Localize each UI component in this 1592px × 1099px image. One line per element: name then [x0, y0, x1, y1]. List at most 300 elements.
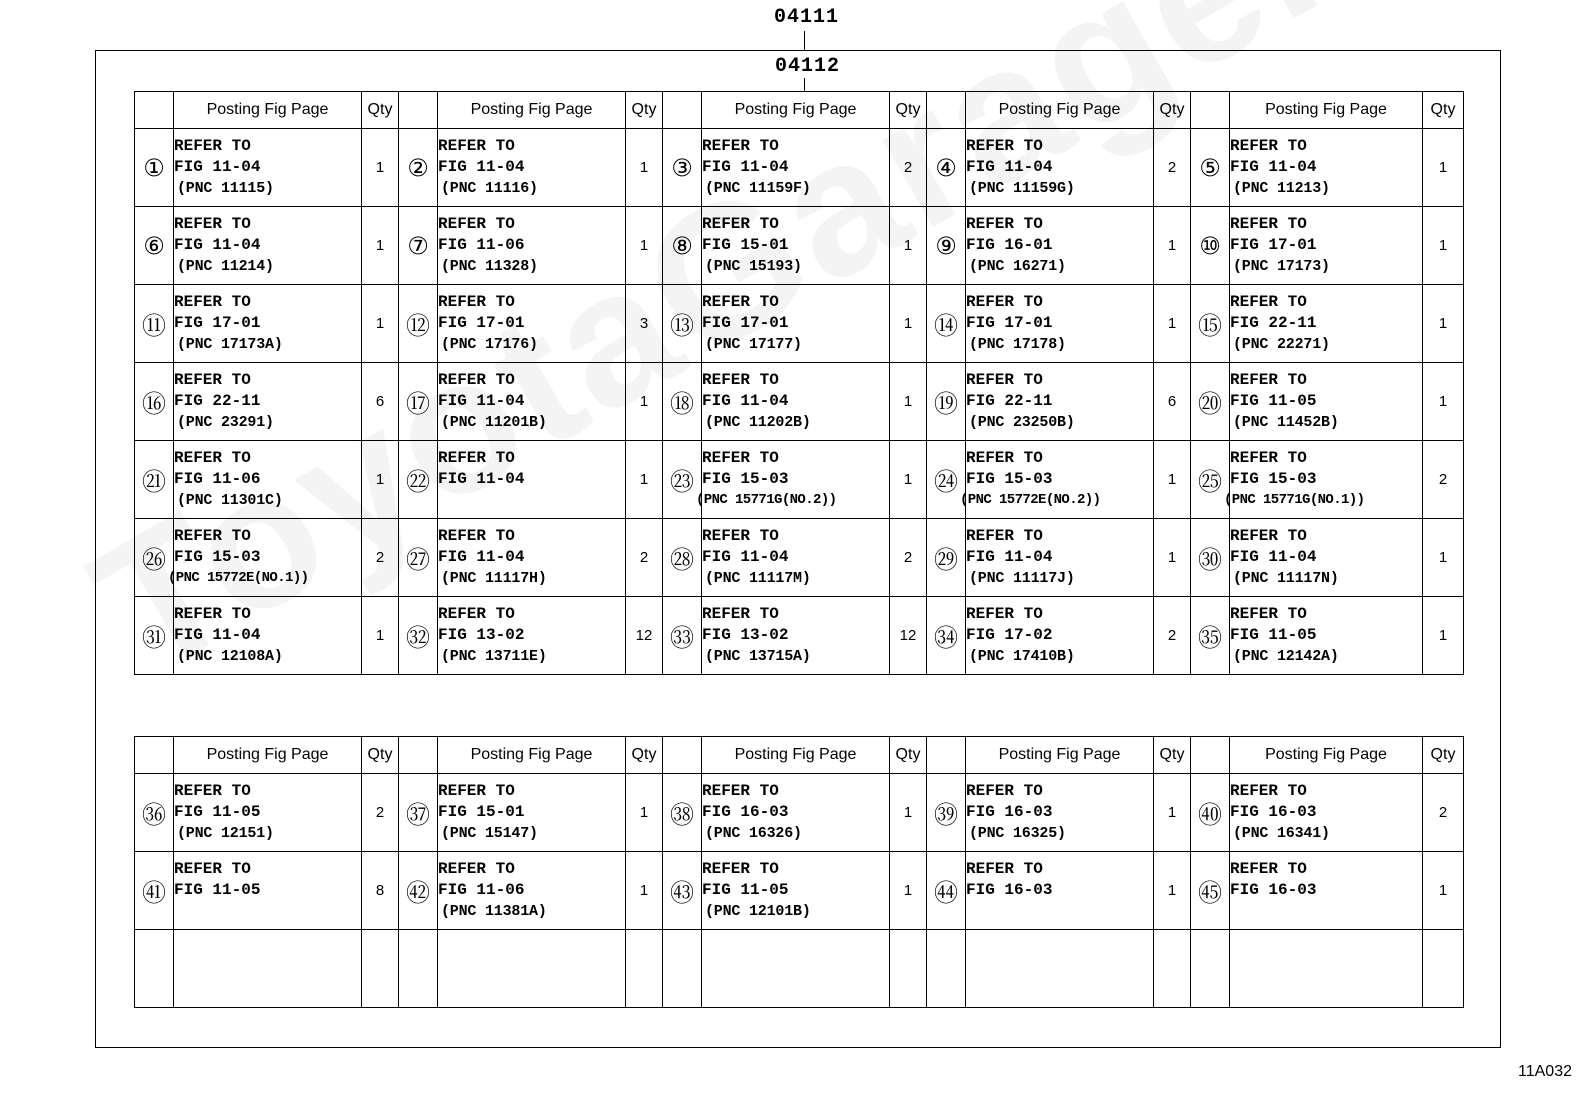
quantity [890, 930, 927, 1008]
fig-reference: FIG 11-05 [1230, 392, 1317, 410]
reference-cell [438, 285, 626, 363]
refer-to-text: REFER TO [438, 527, 515, 545]
item-number: ⑲ [927, 363, 966, 441]
pnc-reference: (PNC 11202B) [705, 414, 811, 431]
refer-to-text: REFER TO [174, 137, 251, 155]
refer-to-text: REFER TO [702, 449, 779, 467]
reference-cell [174, 597, 362, 675]
refer-to-text: REFER TO [174, 605, 251, 623]
pnc-reference: (PNC 11116) [441, 180, 538, 197]
fig-reference: FIG 11-04 [966, 158, 1053, 176]
quantity: 2 [890, 519, 927, 597]
reference-table-2 [134, 736, 1464, 1008]
header-fig-page: Posting Fig Page [1230, 92, 1423, 129]
pnc-reference: (PNC 16271) [969, 258, 1066, 275]
refer-to-text: REFER TO [1230, 605, 1307, 623]
reference-cell [1230, 774, 1423, 852]
quantity: 2 [362, 519, 399, 597]
quantity: 2 [1154, 129, 1191, 207]
refer-to-text: REFER TO [966, 293, 1043, 311]
fig-reference [702, 958, 889, 979]
header-fig-page: Posting Fig Page [1230, 737, 1423, 774]
fig-reference: FIG 11-04 [702, 548, 789, 566]
reference-cell [174, 207, 362, 285]
header-qty: Qty [1154, 737, 1191, 774]
item-number: ④ [927, 129, 966, 207]
item-number [399, 930, 438, 1008]
item-number: ⑩ [1191, 207, 1230, 285]
header-qty: Qty [626, 737, 663, 774]
fig-reference: FIG 11-04 [702, 158, 789, 176]
item-number: ㊷ [399, 852, 438, 930]
reference-cell [696, 441, 890, 519]
pnc-reference: (PNC 11117N) [1233, 570, 1339, 587]
header-index-cell [399, 92, 438, 129]
fig-reference: FIG 15-03 [702, 470, 789, 488]
reference-cell [1230, 129, 1423, 207]
fig-reference: FIG 17-01 [174, 314, 261, 332]
refer-to-text: REFER TO [966, 860, 1043, 878]
reference-cell [438, 207, 626, 285]
table-row [135, 441, 1464, 519]
header-fig-page: Posting Fig Page [966, 92, 1154, 129]
quantity: 1 [626, 129, 663, 207]
quantity [1423, 930, 1464, 1008]
refer-to-text: REFER TO [702, 293, 779, 311]
reference-cell [1230, 363, 1423, 441]
quantity: 1 [626, 852, 663, 930]
pnc-reference: (PNC 11117M) [705, 570, 811, 587]
pnc-reference: (PNC 11159G) [969, 180, 1075, 197]
refer-to-text: REFER TO [438, 605, 515, 623]
refer-to-text: REFER TO [174, 527, 251, 545]
fig-reference: FIG 13-02 [702, 626, 789, 644]
reference-cell [174, 363, 362, 441]
header-index-cell [399, 737, 438, 774]
fig-reference: FIG 11-04 [174, 236, 261, 254]
refer-to-text: REFER TO [174, 449, 251, 467]
sub-assembly-code: 04112 [775, 55, 841, 78]
fig-reference: FIG 11-04 [438, 158, 525, 176]
item-number: ① [135, 129, 174, 207]
quantity: 1 [362, 129, 399, 207]
item-number: ㊵ [1191, 774, 1230, 852]
pnc-reference [702, 979, 889, 1000]
reference-cell [966, 129, 1154, 207]
item-number: ㉕ [1191, 441, 1230, 519]
item-number: ㉞ [927, 597, 966, 675]
reference-cell [174, 285, 362, 363]
pnc-reference: (PNC 16326) [705, 825, 802, 842]
quantity: 1 [890, 207, 927, 285]
pnc-reference: (PNC 11201B) [441, 414, 547, 431]
reference-cell [966, 285, 1154, 363]
reference-cell [438, 441, 626, 519]
quantity: 2 [1423, 441, 1464, 519]
header-qty: Qty [890, 92, 927, 129]
fig-reference: FIG 16-03 [702, 803, 789, 821]
reference-cell [966, 207, 1154, 285]
item-number: ⑫ [399, 285, 438, 363]
figure-code: 11A032 [1518, 1063, 1572, 1080]
header-qty: Qty [626, 92, 663, 129]
item-number: ⑭ [927, 285, 966, 363]
pnc-reference [966, 901, 1153, 922]
refer-to-text: REFER TO [438, 782, 515, 800]
item-number: ㊲ [399, 774, 438, 852]
item-number: ③ [663, 129, 702, 207]
header-index-cell [135, 737, 174, 774]
table-row [135, 129, 1464, 207]
header-fig-page: Posting Fig Page [174, 737, 362, 774]
header-fig-page: Posting Fig Page [438, 737, 626, 774]
reference-cell [438, 363, 626, 441]
reference-cell [702, 930, 890, 1008]
reference-cell [1230, 930, 1423, 1008]
item-number: ⑪ [135, 285, 174, 363]
refer-to-text: REFER TO [1230, 371, 1307, 389]
item-number: ㉜ [399, 597, 438, 675]
pnc-reference: (PNC 17176) [441, 336, 538, 353]
refer-to-text [174, 937, 361, 958]
refer-to-text: REFER TO [438, 293, 515, 311]
pnc-reference: (PNC 12142A) [1233, 648, 1339, 665]
item-number: ㊹ [927, 852, 966, 930]
header-qty: Qty [362, 737, 399, 774]
refer-to-text: REFER TO [438, 371, 515, 389]
reference-cell [174, 930, 362, 1008]
pnc-reference: (PNC 17177) [705, 336, 802, 353]
assembly-leader [804, 31, 805, 50]
reference-cell [174, 852, 362, 930]
item-number: ㊱ [135, 774, 174, 852]
refer-to-text: REFER TO [702, 782, 779, 800]
item-number: ㉛ [135, 597, 174, 675]
pnc-reference: (PNC 15771G(NO.1)) [1224, 492, 1365, 508]
table-row [135, 363, 1464, 441]
pnc-reference: (PNC 17173) [1233, 258, 1330, 275]
refer-to-text: REFER TO [702, 860, 779, 878]
table-row [135, 774, 1464, 852]
reference-cell [438, 519, 626, 597]
pnc-reference: (PNC 17173A) [177, 336, 283, 353]
pnc-reference [438, 979, 625, 1000]
quantity: 1 [626, 441, 663, 519]
reference-cell [702, 597, 890, 675]
reference-cell [966, 930, 1154, 1008]
fig-reference [438, 958, 625, 979]
quantity: 1 [1423, 852, 1464, 930]
item-number: ㉝ [663, 597, 702, 675]
fig-reference: FIG 11-06 [438, 881, 525, 899]
fig-reference: FIG 17-01 [702, 314, 789, 332]
fig-reference: FIG 11-04 [1230, 548, 1317, 566]
item-number: ㊳ [663, 774, 702, 852]
header-qty: Qty [362, 92, 399, 129]
quantity [626, 930, 663, 1008]
fig-reference: FIG 15-03 [1230, 470, 1317, 488]
refer-to-text: REFER TO [702, 605, 779, 623]
item-number: ⑰ [399, 363, 438, 441]
header-row [135, 737, 1464, 774]
pnc-reference: (PNC 15772E(NO.2)) [960, 492, 1101, 508]
refer-to-text: REFER TO [702, 371, 779, 389]
quantity: 1 [1154, 441, 1191, 519]
refer-to-text: REFER TO [702, 215, 779, 233]
reference-cell [702, 285, 890, 363]
fig-reference [966, 958, 1153, 979]
refer-to-text: REFER TO [966, 371, 1043, 389]
reference-cell [702, 129, 890, 207]
fig-reference: FIG 16-03 [966, 881, 1053, 899]
reference-cell [966, 852, 1154, 930]
quantity: 12 [626, 597, 663, 675]
header-qty: Qty [1423, 92, 1464, 129]
item-number: ㉚ [1191, 519, 1230, 597]
item-number [1191, 930, 1230, 1008]
header-fig-page: Posting Fig Page [702, 92, 890, 129]
fig-reference: FIG 11-04 [438, 470, 525, 488]
quantity [362, 930, 399, 1008]
table-row [135, 285, 1464, 363]
fig-reference: FIG 13-02 [438, 626, 525, 644]
quantity: 2 [626, 519, 663, 597]
quantity: 1 [890, 363, 927, 441]
refer-to-text: REFER TO [1230, 449, 1307, 467]
pnc-reference [174, 901, 361, 922]
pnc-reference: (PNC 23291) [177, 414, 274, 431]
item-number: ㉘ [663, 519, 702, 597]
reference-cell [702, 519, 890, 597]
table-row [135, 930, 1464, 1008]
sub-assembly-leader [804, 78, 805, 92]
header-index-cell [927, 92, 966, 129]
fig-reference: FIG 22-11 [174, 392, 261, 410]
fig-reference: FIG 11-05 [174, 881, 261, 899]
refer-to-text [438, 937, 625, 958]
fig-reference: FIG 17-01 [438, 314, 525, 332]
quantity: 6 [362, 363, 399, 441]
fig-reference: FIG 11-05 [702, 881, 789, 899]
quantity: 1 [1154, 774, 1191, 852]
pnc-reference: (PNC 16325) [969, 825, 1066, 842]
item-number: ㊴ [927, 774, 966, 852]
item-number: ⑮ [1191, 285, 1230, 363]
refer-to-text: REFER TO [966, 605, 1043, 623]
refer-to-text: REFER TO [966, 782, 1043, 800]
pnc-reference: (PNC 15772E(NO.1)) [168, 570, 309, 586]
reference-cell [168, 519, 362, 597]
refer-to-text: REFER TO [438, 215, 515, 233]
quantity: 1 [890, 852, 927, 930]
reference-cell [966, 363, 1154, 441]
header-index-cell [1191, 92, 1230, 129]
quantity: 6 [1154, 363, 1191, 441]
reference-cell [702, 774, 890, 852]
quantity: 1 [890, 774, 927, 852]
pnc-reference: (PNC 12151) [177, 825, 274, 842]
item-number: ㉗ [399, 519, 438, 597]
fig-reference [174, 958, 361, 979]
reference-cell [1230, 207, 1423, 285]
header-index-cell [135, 92, 174, 129]
item-number: ㊶ [135, 852, 174, 930]
quantity: 8 [362, 852, 399, 930]
quantity: 1 [1154, 285, 1191, 363]
refer-to-text: REFER TO [174, 782, 251, 800]
item-number: ② [399, 129, 438, 207]
refer-to-text: REFER TO [1230, 782, 1307, 800]
quantity: 1 [362, 285, 399, 363]
table-row [135, 597, 1464, 675]
pnc-reference [1230, 979, 1422, 1000]
header-index-cell [663, 737, 702, 774]
pnc-reference: (PNC 11213) [1233, 180, 1330, 197]
refer-to-text: REFER TO [966, 137, 1043, 155]
fig-reference: FIG 16-01 [966, 236, 1053, 254]
pnc-reference: (PNC 15147) [441, 825, 538, 842]
table-row [135, 852, 1464, 930]
item-number: ㉒ [399, 441, 438, 519]
reference-cell [1230, 852, 1423, 930]
item-number: ㉙ [927, 519, 966, 597]
pnc-reference: (PNC 11381A) [441, 903, 547, 920]
quantity: 2 [890, 129, 927, 207]
refer-to-text: REFER TO [966, 527, 1043, 545]
refer-to-text: REFER TO [1230, 293, 1307, 311]
refer-to-text: REFER TO [1230, 137, 1307, 155]
quantity: 1 [626, 774, 663, 852]
refer-to-text [702, 937, 889, 958]
refer-to-text: REFER TO [1230, 215, 1307, 233]
item-number: ㉟ [1191, 597, 1230, 675]
header-index-cell [1191, 737, 1230, 774]
quantity: 1 [1423, 285, 1464, 363]
reference-cell [966, 774, 1154, 852]
reference-cell [960, 441, 1154, 519]
header-fig-page: Posting Fig Page [438, 92, 626, 129]
pnc-reference: (PNC 23250B) [969, 414, 1075, 431]
refer-to-text: REFER TO [1230, 527, 1307, 545]
fig-reference: FIG 16-03 [1230, 881, 1317, 899]
fig-reference: FIG 11-04 [966, 548, 1053, 566]
refer-to-text: REFER TO [438, 860, 515, 878]
quantity: 1 [1423, 597, 1464, 675]
reference-cell [1230, 519, 1423, 597]
header-fig-page: Posting Fig Page [702, 737, 890, 774]
header-qty: Qty [1154, 92, 1191, 129]
refer-to-text: REFER TO [702, 137, 779, 155]
pnc-reference: (PNC 17178) [969, 336, 1066, 353]
refer-to-text: REFER TO [174, 860, 251, 878]
quantity: 1 [362, 597, 399, 675]
fig-reference: FIG 17-01 [966, 314, 1053, 332]
fig-reference: FIG 15-01 [702, 236, 789, 254]
header-qty: Qty [890, 737, 927, 774]
reference-cell [702, 207, 890, 285]
fig-reference: FIG 17-01 [1230, 236, 1317, 254]
reference-cell [174, 441, 362, 519]
fig-reference: FIG 15-01 [438, 803, 525, 821]
item-number: ㉖ [135, 519, 174, 597]
fig-reference: FIG 15-03 [966, 470, 1053, 488]
pnc-reference: (PNC 11159F) [705, 180, 811, 197]
quantity: 1 [1154, 207, 1191, 285]
quantity [1154, 930, 1191, 1008]
pnc-reference: (PNC 22271) [1233, 336, 1330, 353]
pnc-reference: (PNC 11301C) [177, 492, 283, 509]
header-qty: Qty [1423, 737, 1464, 774]
pnc-reference [174, 979, 361, 1000]
pnc-reference: (PNC 11328) [441, 258, 538, 275]
refer-to-text: REFER TO [174, 371, 251, 389]
item-number: ⑳ [1191, 363, 1230, 441]
refer-to-text: REFER TO [438, 137, 515, 155]
pnc-reference: (PNC 11115) [177, 180, 274, 197]
refer-to-text: REFER TO [966, 215, 1043, 233]
reference-cell [438, 930, 626, 1008]
reference-cell [1230, 597, 1423, 675]
pnc-reference [438, 490, 625, 511]
fig-reference: FIG 11-04 [702, 392, 789, 410]
header-index-cell [927, 737, 966, 774]
item-number: ㉔ [927, 441, 966, 519]
fig-reference: FIG 11-05 [1230, 626, 1317, 644]
item-number [927, 930, 966, 1008]
fig-reference: FIG 16-03 [1230, 803, 1317, 821]
reference-cell [966, 519, 1154, 597]
item-number: ⑤ [1191, 129, 1230, 207]
pnc-reference: (PNC 11214) [177, 258, 274, 275]
pnc-reference: (PNC 12108A) [177, 648, 283, 665]
reference-table-1 [134, 91, 1464, 675]
pnc-reference: (PNC 11452B) [1233, 414, 1339, 431]
item-number [135, 930, 174, 1008]
pnc-reference: (PNC 12101B) [705, 903, 811, 920]
pnc-reference: (PNC 13715A) [705, 648, 811, 665]
item-number [663, 930, 702, 1008]
header-index-cell [663, 92, 702, 129]
quantity: 1 [1423, 207, 1464, 285]
item-number: ㊺ [1191, 852, 1230, 930]
pnc-reference [1230, 901, 1422, 922]
quantity: 1 [626, 363, 663, 441]
quantity: 1 [1423, 129, 1464, 207]
pnc-reference: (PNC 17410B) [969, 648, 1075, 665]
item-number: ㉓ [663, 441, 702, 519]
reference-cell [174, 129, 362, 207]
fig-reference: FIG 17-02 [966, 626, 1053, 644]
reference-cell [174, 774, 362, 852]
fig-reference: FIG 11-04 [438, 392, 525, 410]
item-number: ⑯ [135, 363, 174, 441]
reference-cell [438, 597, 626, 675]
quantity: 2 [362, 774, 399, 852]
pnc-reference: (PNC 13711E) [441, 648, 547, 665]
table-row [135, 207, 1464, 285]
quantity: 3 [626, 285, 663, 363]
fig-reference: FIG 22-11 [1230, 314, 1317, 332]
fig-reference: FIG 11-04 [438, 548, 525, 566]
item-number: ⑱ [663, 363, 702, 441]
pnc-reference: (PNC 15193) [705, 258, 802, 275]
quantity: 1 [890, 441, 927, 519]
fig-reference: FIG 15-03 [174, 548, 261, 566]
quantity: 1 [362, 441, 399, 519]
fig-reference: FIG 11-04 [174, 158, 261, 176]
quantity: 1 [626, 207, 663, 285]
refer-to-text: REFER TO [966, 449, 1043, 467]
